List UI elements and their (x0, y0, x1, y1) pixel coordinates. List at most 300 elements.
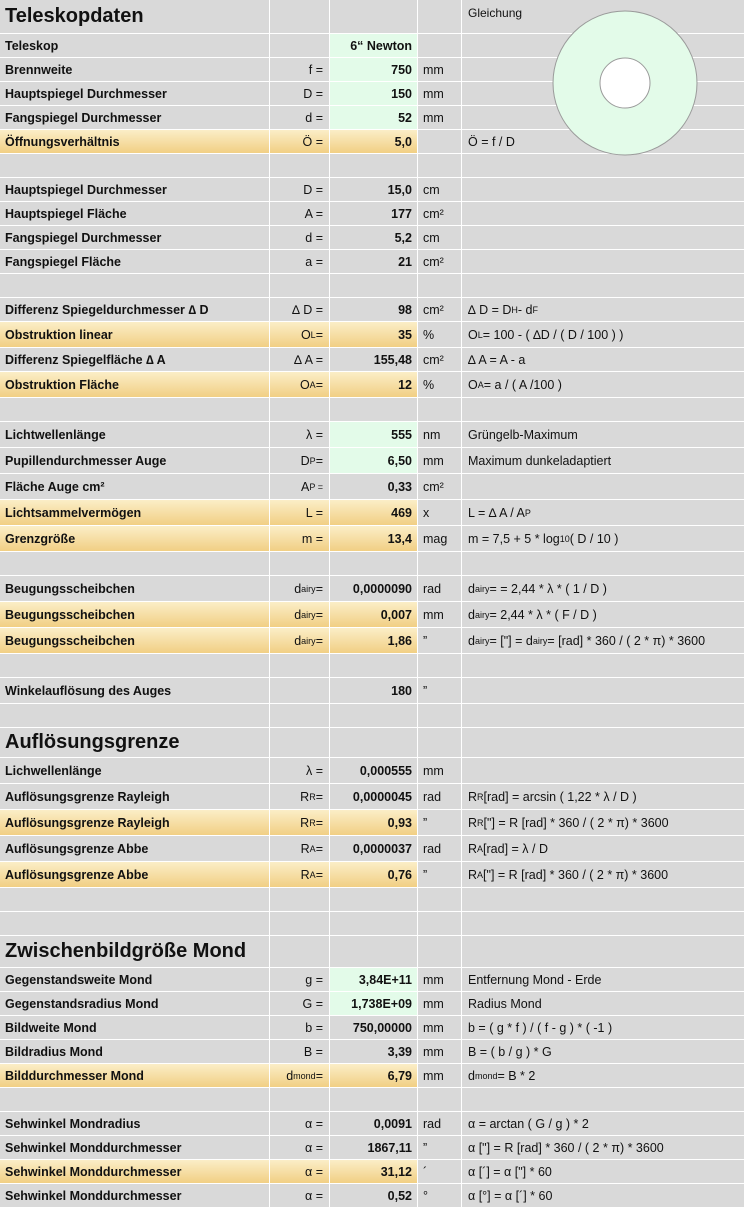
cell[interactable] (270, 274, 330, 297)
table-row-highlight (0, 500, 744, 526)
symbol (270, 862, 330, 887)
table-row (0, 474, 744, 500)
symbol: λ = (270, 422, 330, 447)
value-input[interactable]: 6,50 (330, 448, 418, 473)
symbol (270, 576, 330, 601)
equation (462, 526, 744, 551)
table-row (0, 1112, 744, 1136)
cell[interactable] (418, 654, 462, 677)
equation: α [´] = α ["] * 60 (468, 1164, 552, 1179)
table-row (0, 226, 744, 250)
table-row (0, 1136, 744, 1160)
equation: B = ( b / g ) * G (468, 1044, 552, 1059)
value[interactable]: 12 (330, 372, 418, 397)
cell[interactable] (330, 0, 418, 33)
table-row-highlight (0, 862, 744, 888)
cell[interactable] (0, 552, 270, 575)
row-label: Lichtwellenlänge (0, 422, 270, 447)
row-label: Grenzgröße (0, 526, 270, 551)
symbol: b = (270, 1016, 330, 1039)
equation: b = ( g * f ) / ( f - g ) * ( -1 ) (468, 1020, 613, 1035)
value[interactable]: 31,12 (330, 1160, 418, 1183)
equation-sub: A (477, 869, 484, 880)
section-title-row (0, 728, 744, 758)
value[interactable]: 0,93 (330, 810, 418, 835)
symbol: m = (270, 526, 330, 551)
cell[interactable] (330, 1088, 418, 1111)
equation: α ["] = R [rad] * 360 / ( 2 * π) * 3600 (468, 1140, 664, 1155)
unit: ” (418, 678, 462, 703)
value-input[interactable]: 6“ Newton (330, 34, 418, 57)
cell[interactable] (270, 654, 330, 677)
cell[interactable] (330, 274, 418, 297)
symbol: λ = (270, 758, 330, 783)
value[interactable]: 155,48 (330, 348, 418, 371)
cell[interactable] (270, 154, 330, 177)
unit: ” (418, 1136, 462, 1159)
equation-part: = ["] = d (489, 633, 533, 648)
cell[interactable] (462, 678, 744, 703)
table-row (0, 1184, 744, 1208)
equation-part: [rad] = arcsin ( 1,22 * λ / D ) (483, 789, 637, 804)
cell[interactable] (462, 758, 744, 783)
value[interactable]: 180 (330, 678, 418, 703)
row-label: Beugungsscheibchen (0, 602, 270, 627)
table-row (0, 836, 744, 862)
cell[interactable] (0, 654, 270, 677)
empty-row (0, 1088, 744, 1112)
cell[interactable] (418, 704, 462, 727)
cell[interactable] (0, 1088, 270, 1111)
row-label: Lichtsammelvermögen (0, 500, 270, 525)
symbol: f = (270, 58, 330, 81)
cell[interactable] (462, 936, 744, 967)
cell[interactable] (418, 912, 462, 935)
cell[interactable] (270, 398, 330, 421)
equation-header: Gleichung (468, 6, 523, 20)
row-label: Pupillendurchmesser Auge (0, 448, 270, 473)
table-row (0, 992, 744, 1016)
unit: mm (418, 992, 462, 1015)
empty-row (0, 912, 744, 936)
unit: % (418, 322, 462, 347)
row-label: Hauptspiegel Durchmesser (0, 178, 270, 201)
cell[interactable] (462, 888, 744, 911)
cell[interactable] (462, 728, 744, 757)
unit: rad (418, 836, 462, 861)
equation-part: - d (517, 302, 533, 317)
symbol (270, 810, 330, 835)
cell[interactable] (330, 936, 418, 967)
unit: ´ (418, 1160, 462, 1183)
value-input[interactable]: 750 (330, 58, 418, 81)
value[interactable]: 0,0000045 (330, 784, 418, 809)
cell[interactable] (462, 704, 744, 727)
equation-sub: F (532, 304, 539, 315)
unit: cm² (418, 474, 462, 499)
value[interactable]: 5,2 (330, 226, 418, 249)
unit: cm (418, 226, 462, 249)
symbol-part: = (315, 607, 323, 622)
equation (462, 784, 744, 809)
cell[interactable] (270, 704, 330, 727)
row-label: Auflösungsgrenze Rayleigh (0, 810, 270, 835)
table-row (0, 250, 744, 274)
value[interactable]: 98 (330, 298, 418, 321)
equation (462, 836, 744, 861)
equation (462, 628, 744, 653)
symbol (270, 1064, 330, 1087)
row-label: Obstruktion Fläche (0, 372, 270, 397)
equation-part: = 2,44 * λ * ( F / D ) (489, 607, 597, 622)
unit: rad (418, 1112, 462, 1135)
value[interactable]: 13,4 (330, 526, 418, 551)
empty-row (0, 274, 744, 298)
equation-part: R (468, 789, 478, 804)
empty-row (0, 888, 744, 912)
equation-part: = = 2,44 * λ * ( 1 / D ) (489, 581, 607, 596)
value-input[interactable]: 3,84E+11 (330, 968, 418, 991)
section-title: Auflösungsgrenze (0, 728, 270, 757)
cell[interactable] (462, 398, 744, 421)
row-label: Öffnungsverhältnis (0, 130, 270, 153)
symbol-sub: airy (301, 583, 316, 594)
unit: mm (418, 448, 462, 473)
table-row (0, 348, 744, 372)
row-label: Hauptspiegel Durchmesser (0, 82, 270, 105)
cell[interactable] (418, 34, 462, 57)
symbol: G = (270, 992, 330, 1015)
cell[interactable] (462, 154, 744, 177)
value[interactable]: 35 (330, 322, 418, 347)
symbol-part: d (286, 1068, 294, 1083)
row-label: Differenz Spiegeldurchmesser ∆ D (0, 298, 270, 321)
value-input[interactable]: 1,738E+09 (330, 992, 418, 1015)
unit: cm² (418, 298, 462, 321)
symbol: B = (270, 1040, 330, 1063)
equation-sub: A (477, 379, 484, 390)
symbol: d = (270, 226, 330, 249)
row-label: Beugungsscheibchen (0, 628, 270, 653)
value[interactable]: 15,0 (330, 178, 418, 201)
cell[interactable] (462, 226, 744, 249)
equation-part: = B * 2 (497, 1068, 536, 1083)
equation (462, 322, 744, 347)
table-row (0, 202, 744, 226)
empty-row (0, 398, 744, 422)
equation: Maximum dunkeladaptiert (468, 453, 612, 468)
cell[interactable] (0, 704, 270, 727)
section-title: Zwischenbildgröße Mond (0, 936, 270, 967)
value[interactable]: 0,52 (330, 1184, 418, 1207)
unit: ” (418, 862, 462, 887)
symbol: ∆ D = (270, 298, 330, 321)
equation-sub: airy (474, 635, 490, 646)
symbol: L = (270, 500, 330, 525)
cell[interactable] (0, 274, 270, 297)
row-label: Obstruktion linear (0, 322, 270, 347)
symbol (270, 836, 330, 861)
symbol-sub: airy (301, 609, 316, 620)
equation-part: = a / ( A /100 ) (483, 377, 562, 392)
cell[interactable] (330, 398, 418, 421)
unit: cm² (418, 348, 462, 371)
equation-part: [rad] = λ / D (483, 841, 549, 856)
symbol-sub: A (309, 843, 316, 854)
row-label: Differenz Spiegelfläche ∆ A (0, 348, 270, 371)
cell[interactable] (0, 154, 270, 177)
cell[interactable] (270, 678, 330, 703)
value[interactable]: 0,007 (330, 602, 418, 627)
empty-row (0, 654, 744, 678)
cell[interactable] (270, 0, 330, 33)
value[interactable]: 6,79 (330, 1064, 418, 1087)
value[interactable]: 0,000555 (330, 758, 418, 783)
symbol-part: = (315, 327, 323, 342)
equation-sub: P (524, 507, 531, 518)
cell[interactable] (270, 912, 330, 935)
symbol (270, 628, 330, 653)
symbol (270, 322, 330, 347)
table-row (0, 448, 744, 474)
cell[interactable] (418, 130, 462, 153)
row-label: Sehwinkel Monddurchmesser (0, 1184, 270, 1207)
symbol-sub: A (309, 379, 316, 390)
cell[interactable] (418, 398, 462, 421)
equation-part: R (468, 867, 478, 882)
equation (462, 298, 744, 321)
row-label: Hauptspiegel Fläche (0, 202, 270, 225)
cell[interactable] (270, 1088, 330, 1111)
value[interactable]: 3,39 (330, 1040, 418, 1063)
equation-sub: airy (474, 583, 490, 594)
equation-part: d (468, 633, 475, 648)
cell[interactable] (0, 912, 270, 935)
symbol: a = (270, 250, 330, 273)
table-row (0, 1040, 744, 1064)
symbol-sub: mond (293, 1070, 316, 1081)
cell[interactable] (270, 34, 330, 57)
cell[interactable] (330, 704, 418, 727)
unit: rad (418, 784, 462, 809)
equation-part: O (468, 377, 478, 392)
equation-part: R (468, 841, 478, 856)
equation-part: ["] = R [rad] * 360 / ( 2 * π) * 3600 (483, 867, 669, 882)
symbol: D = (270, 178, 330, 201)
value[interactable]: 469 (330, 500, 418, 525)
value-input[interactable]: 150 (330, 82, 418, 105)
table-row-highlight (0, 628, 744, 654)
table-row-highlight (0, 1160, 744, 1184)
row-label: Winkelauflösung des Auges (0, 678, 270, 703)
unit: mm (418, 1016, 462, 1039)
value[interactable]: 0,0000037 (330, 836, 418, 861)
row-label: Brennweite (0, 58, 270, 81)
symbol: α = (270, 1136, 330, 1159)
equation (462, 810, 744, 835)
equation-part: L = ∆ A / A (468, 505, 525, 520)
equation-part: ∆ D = D (468, 302, 512, 317)
cell[interactable] (270, 888, 330, 911)
cell[interactable] (0, 888, 270, 911)
sheet-title: Teleskopdaten (0, 0, 270, 33)
unit: cm² (418, 202, 462, 225)
symbol-sub: P (309, 455, 316, 466)
unit: % (418, 372, 462, 397)
cell[interactable] (418, 0, 462, 33)
cell[interactable] (270, 936, 330, 967)
unit: mm (418, 968, 462, 991)
mirror-obstruction-diagram (551, 9, 699, 157)
symbol-sub: airy (301, 635, 316, 646)
symbol-part: R (300, 815, 310, 830)
symbol: d = (270, 106, 330, 129)
cell[interactable] (0, 398, 270, 421)
table-row-highlight (0, 526, 744, 552)
cell[interactable] (418, 552, 462, 575)
equation-part: O (468, 327, 478, 342)
unit: mm (418, 58, 462, 81)
value[interactable]: 0,0091 (330, 1112, 418, 1135)
cell[interactable] (418, 154, 462, 177)
row-label: Bildradius Mond (0, 1040, 270, 1063)
unit: mm (418, 1040, 462, 1063)
symbol: g = (270, 968, 330, 991)
cell[interactable] (418, 888, 462, 911)
equation: α = arctan ( G / g ) * 2 (468, 1116, 589, 1131)
cell[interactable] (270, 728, 330, 757)
symbol-part: = (315, 841, 323, 856)
symbol-part: d (294, 633, 302, 648)
cell[interactable] (418, 936, 462, 967)
table-row-highlight (0, 810, 744, 836)
equation (462, 576, 744, 601)
symbol (270, 784, 330, 809)
cell[interactable] (462, 552, 744, 575)
row-label: Fläche Auge cm² (0, 474, 270, 499)
cell[interactable] (462, 250, 744, 273)
cell[interactable] (462, 474, 744, 499)
value-input[interactable]: 52 (330, 106, 418, 129)
equation-sub: airy (474, 609, 490, 620)
equation-sub: H (511, 304, 518, 315)
table-row (0, 784, 744, 810)
value[interactable]: 1,86 (330, 628, 418, 653)
symbol-part: R (300, 789, 310, 804)
symbol (270, 602, 330, 627)
unit: mm (418, 82, 462, 105)
cell[interactable] (418, 274, 462, 297)
symbol-part: R (300, 841, 310, 856)
cell[interactable] (462, 654, 744, 677)
equation: Entfernung Mond - Erde (468, 972, 602, 987)
value[interactable]: 750,00000 (330, 1016, 418, 1039)
cell[interactable] (330, 154, 418, 177)
cell[interactable] (462, 202, 744, 225)
cell[interactable] (270, 552, 330, 575)
unit: mag (418, 526, 462, 551)
cell[interactable] (418, 1088, 462, 1111)
equation-sub: airy (532, 635, 548, 646)
symbol-part: d (294, 581, 302, 596)
cell[interactable] (462, 274, 744, 297)
cell[interactable] (330, 728, 418, 757)
cell[interactable] (418, 728, 462, 757)
symbol (270, 474, 330, 499)
equation: α [°] = α [´] * 60 (468, 1188, 553, 1203)
unit: nm (418, 422, 462, 447)
table-row (0, 576, 744, 602)
empty-row (0, 154, 744, 178)
equation-sub: 10 (559, 533, 570, 544)
unit: x (418, 500, 462, 525)
row-label: Beugungsscheibchen (0, 576, 270, 601)
equation-sub: R (477, 817, 484, 828)
row-label: Fangspiegel Durchmesser (0, 226, 270, 249)
cell[interactable] (330, 888, 418, 911)
row-label: Auflösungsgrenze Rayleigh (0, 784, 270, 809)
row-label: Auflösungsgrenze Abbe (0, 836, 270, 861)
unit: rad (418, 576, 462, 601)
row-label: Sehwinkel Mondradius (0, 1112, 270, 1135)
table-row (0, 1016, 744, 1040)
equation-part: ( D / 10 ) (569, 531, 619, 546)
cell[interactable] (462, 1088, 744, 1111)
equation-sub: L (477, 329, 483, 340)
symbol: α = (270, 1160, 330, 1183)
row-label: Fangspiegel Fläche (0, 250, 270, 273)
value[interactable]: 0,0000090 (330, 576, 418, 601)
row-label: Sehwinkel Monddurchmesser (0, 1136, 270, 1159)
symbol-sub: A (309, 869, 316, 880)
value[interactable]: 1867,11 (330, 1136, 418, 1159)
equation-part: d (468, 1068, 475, 1083)
value[interactable]: 0,76 (330, 862, 418, 887)
table-row-highlight (0, 602, 744, 628)
equation (462, 602, 744, 627)
cell[interactable] (462, 178, 744, 201)
equation: ∆ A = A - a (468, 352, 526, 367)
cell[interactable] (462, 912, 744, 935)
equation-part: R (468, 815, 478, 830)
cell[interactable] (330, 654, 418, 677)
value[interactable]: 5,0 (330, 130, 418, 153)
value-input[interactable]: 555 (330, 422, 418, 447)
equation-part: = [rad] * 360 / ( 2 * π) * 3600 (547, 633, 706, 648)
value[interactable]: 0,33 (330, 474, 418, 499)
symbol-sub: R (309, 817, 316, 828)
symbol: Ö = (270, 130, 330, 153)
symbol-sub: R (309, 791, 316, 802)
row-label: Gegenstandsradius Mond (0, 992, 270, 1015)
symbol-part: = (315, 1068, 323, 1083)
symbol: ∆ A = (270, 348, 330, 371)
value[interactable]: 177 (330, 202, 418, 225)
equation: Grüngelb-Maximum (468, 427, 578, 442)
symbol-part: = (315, 453, 323, 468)
cell[interactable] (330, 912, 418, 935)
symbol: α = (270, 1184, 330, 1207)
symbol-sub: L (310, 329, 316, 340)
symbol-part: A (301, 479, 310, 494)
unit: mm (418, 1064, 462, 1087)
equation-part: d (468, 581, 475, 596)
equation-part: d (468, 607, 475, 622)
symbol: α = (270, 1112, 330, 1135)
cell[interactable] (330, 552, 418, 575)
symbol-part: = (315, 377, 323, 392)
value[interactable]: 21 (330, 250, 418, 273)
